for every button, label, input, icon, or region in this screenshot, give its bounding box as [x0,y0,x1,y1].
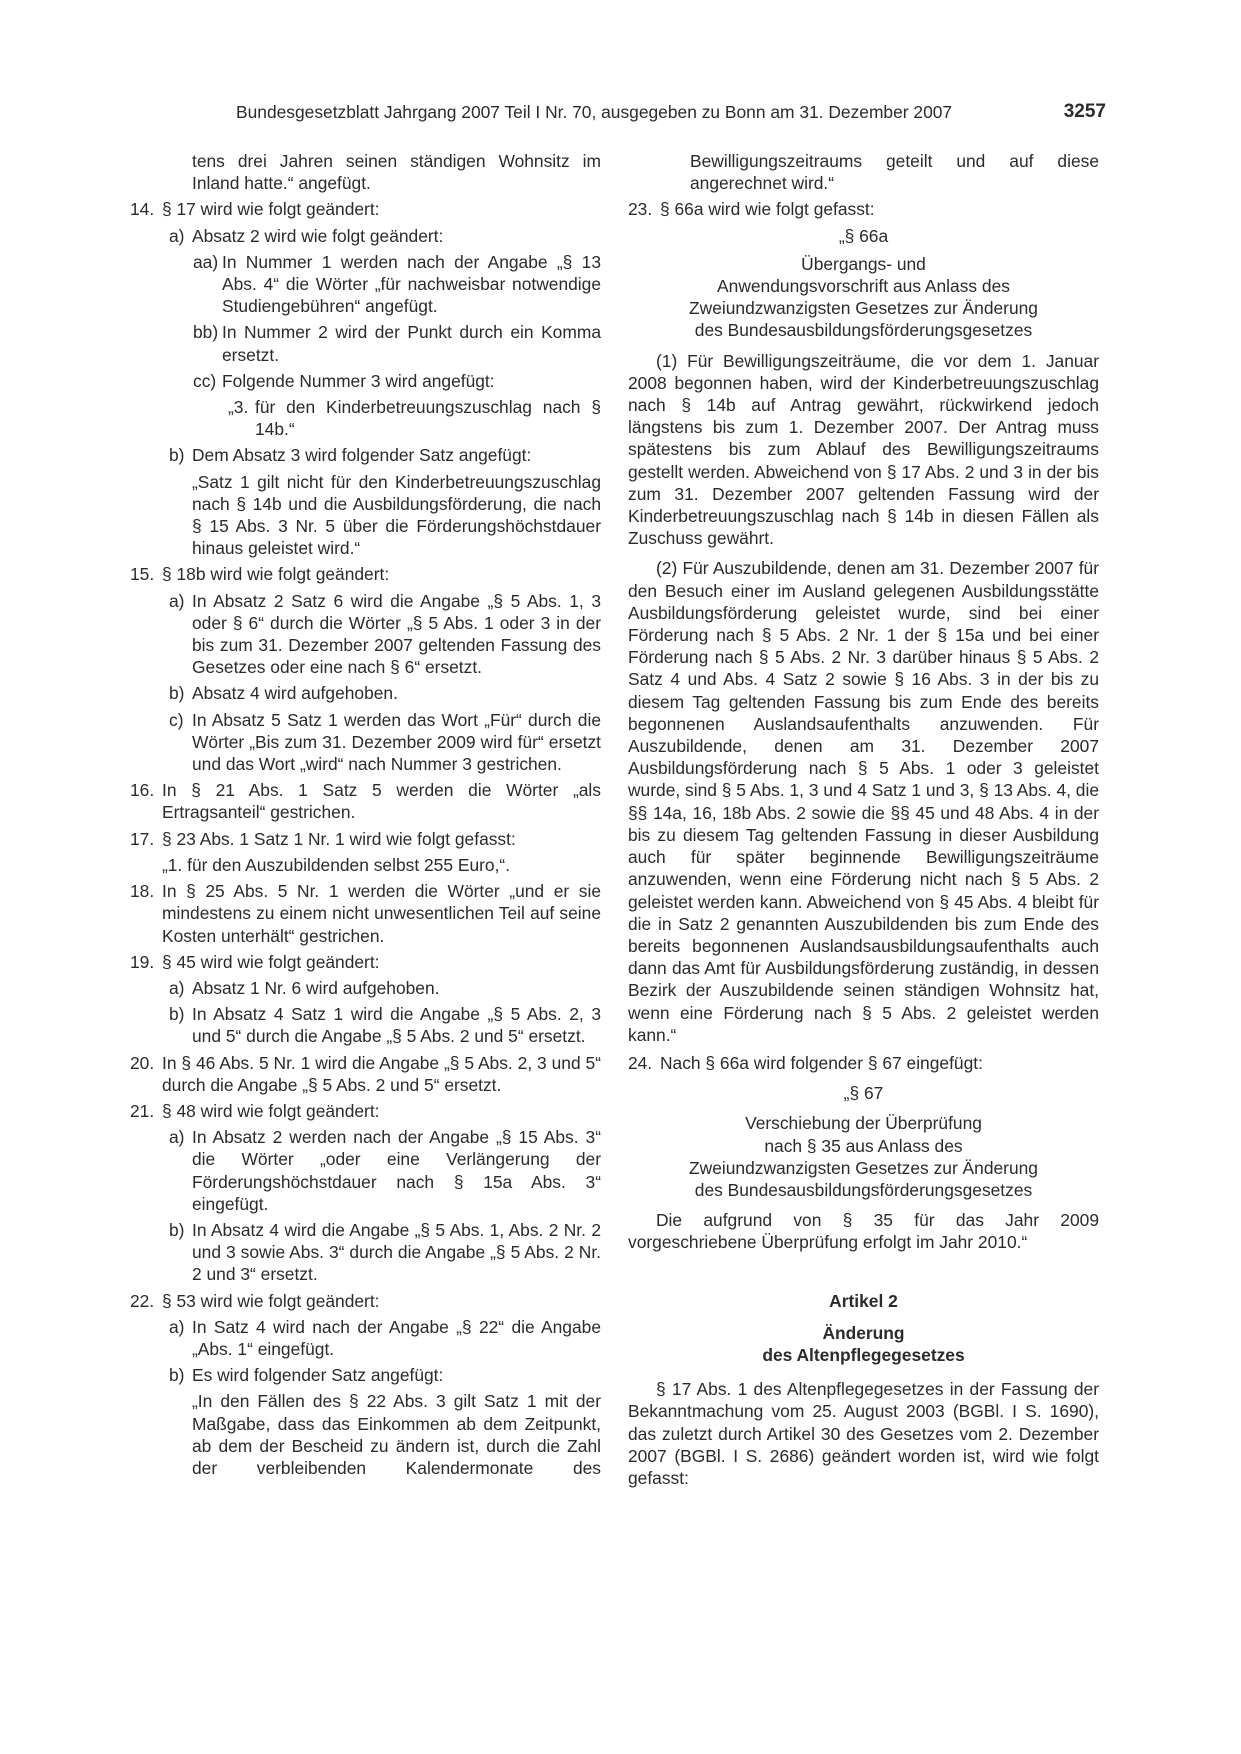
item-letter: aa) [193,251,219,272]
item-text: In Satz 4 wird nach der Angabe „§ 22“ die Angabe „Abs. 1“ eingefügt. [192,1316,601,1359]
list-item-19 [130,951,601,973]
list-item-24 [628,1052,1099,1074]
item-letter: c) [169,709,184,730]
paragraph-2: (2) Für Auszubildende, denen am 31. Dezember 2007 für den Besuch einer im Ausland gelegenen Ausbildungsstätte Ausbildungsförderung geleistet wurde, sind bei einer Förderung nach § 5 Abs. 2 Nr. 1 der § 15a und bei einer Förderung nach § 5 Abs. 2 Nr. 3 darüber hinaus § 5 Abs. 2 Satz 4 und Abs. 4 Satz 2 sowie § 16 Abs. 3 in der bis zu diesem Tag geltenden Fassung bis zum Ende des bereits begonnenen Auslandsaufenthalts anzuwenden. Für Auszubildende, denen am 31. Dezember 2007 Ausbildungsförderung nach § 5 Abs. 1 oder 3 geleistet wurde, sind § 5 Abs. 1, 3 und 4 Satz 1 und 3, § 13 Abs. 4, die §§ 14a, 16, 18b Abs. 2 sowie die §§ 45 und 48 Abs. 4 in der bis zu diesem Tag geltenden Fassung in dieser Ausbildung auch für später beginnende Bewilligungszeiträume anzuwenden, wenn eine Förderung nicht nach § 5 Abs. 2 geleistet werden kann. Abweichend von § 45 Abs. 4 bleibt für die in Satz 2 genannten Auszubildenden bis zum Ende des bereits begonnenen Auslandsausbildungsaufenthalts auch dann das Amt für Ausbildungsförderung zuständig, in dessen Bezirk der Auszubildende seinen ständigen Wohnsitz hat, wenn eine Förderung nach § 5 Abs. 2 geleistet werden kann.“ [628,558,1099,1045]
item-text: In Absatz 4 Satz 1 wird die Angabe „§ 5 Abs. 2, 3 und 5“ durch die Angabe „§ 5 Abs. 2 und 5“ ersetzt. [192,1004,601,1047]
section-label: „§ 67 [843,1083,884,1104]
item-number: 16. [130,780,155,801]
list-item-22 [130,1290,601,1312]
left-column [130,150,601,1479]
quoted-sentence: „In den Fällen des § 22 Abs. 3 gilt Satz 1 mit der Maßgabe, dass das Einkommen ab dem Zeitpunkt, ab dem der Bescheid zu ändern ist, durch die Zahl der verbleibenden Kalendermonate des [192,1391,601,1478]
list-item-14 [130,198,601,220]
item-text: In Absatz 2 Satz 6 wird die Angabe „§ 5 Abs. 1, 3 oder § 6“ durch die Wörter „§ 5 Abs. 1 oder 3 in der bis zum 31. Dezember 2007 geltenden Fassung des Gesetzes oder eine nach § 6“ ersetzt. [192,590,601,678]
item-number: 14. [130,199,155,220]
item-number: 15. [130,564,155,585]
item-letter: a) [169,1316,185,1337]
list-item-23 [628,198,1099,220]
right-column [628,150,1099,1489]
list-item-21b [169,1219,601,1286]
item-number: 22. [130,1290,155,1311]
list-item-19a [169,977,601,999]
list-item-14b [169,444,601,466]
section-heading-line: Zweiundzwanzigsten Gesetzes zur Änderung [689,298,1038,319]
item-number: 21. [130,1100,155,1121]
section-heading-line: des Bundesausbildungsförderungsgesetzes [694,1179,1033,1200]
paragraph-1: (1) Für Bewilligungszeiträume, die vor dem 1. Januar 2008 begonnen haben, wird der Kinderbetreuungszuschlag nach § 14b auf Antrag gewährt, rückwirkend jedoch längstens bis zum 1. Dezember 2007. Der Antrag muss spätestens bis zum Ablauf des Bewilligungszeitraums gestellt werden. Abweichend von § 17 Abs. 2 und 3 in der bis zum 31. Dezember 2007 geltenden Fassung wird der Kinderbetreuungszuschlag nach § 14b in diesen Fällen als Zuschuss gewährt. [628,350,1099,549]
item-number: 20. [130,1052,155,1073]
item-letter: b) [169,1004,185,1025]
section-heading-line: des Bundesausbildungsförderungsgesetzes [694,320,1033,341]
list-item-14a [169,225,601,247]
item-text: Dem Absatz 3 wird folgender Satz angefügt: [192,445,532,466]
item-text: Nach § 66a wird folgender § 67 eingefügt: [660,1052,983,1073]
item-text: In Nummer 1 werden nach der Angabe „§ 13 Abs. 4“ die Wörter „für nachweisbar notwendige Studiengebühren“ angefügt. [222,251,601,317]
item-text: § 18b wird wie folgt geändert: [162,564,390,585]
item-text: § 48 wird wie folgt geändert: [162,1100,380,1121]
list-item-22a [169,1316,601,1360]
list-item-15c [169,709,601,776]
continued-text: tens drei Jahren seinen ständigen Wohnsitz im Inland hatte.“ angefügt. [192,151,601,194]
section-label: „§ 66a [838,225,889,246]
page-number: 3257 [1063,101,1106,122]
item-text: In Nummer 2 wird der Punkt durch ein Komma ersetzt. [222,322,601,365]
list-item-15a [169,590,601,679]
list-item-19b [169,1003,601,1047]
item-text: Absatz 2 wird wie folgt geändert: [192,225,444,246]
list-item-18 [130,880,601,947]
item-text: In § 25 Abs. 5 Nr. 1 werden die Wörter „und er sie mindestens zu einem nicht unwesentlichen Teil auf seine Kosten unterhält“ gestrichen. [162,881,601,946]
item-text: § 45 wird wie folgt geändert: [162,951,380,972]
item-text: In Absatz 2 werden nach der Angabe „§ 15 Abs. 3“ die Wörter „oder eine Verlängerung der Förderungshöchstdauer nach § 15a Abs. 3“ eingefügt. [192,1127,601,1214]
section-heading-line: Zweiundzwanzigsten Gesetzes zur Änderung [689,1157,1038,1178]
item-number: 23. [628,199,653,220]
section-heading-line: Verschiebung der Überprüfung [745,1113,982,1134]
article-heading-line: des Altenpflegegesetzes [762,1344,965,1365]
item-text: für den Kinderbetreuungszuschlag nach § 14b.“ [255,397,601,440]
item-letter: a) [169,977,185,998]
list-item-14aa [193,251,601,318]
item-text: Absatz 4 wird aufgehoben. [192,683,398,704]
list-item-21a [169,1126,601,1215]
list-item-16 [130,779,601,823]
item-number: 19. [130,951,155,972]
item-text: In Absatz 4 wird die Angabe „§ 5 Abs. 1, Abs. 2 Nr. 2 und 3 sowie Abs. 3“ durch die Angabe „§ 5 Abs. 2 Nr. 2 und 3“ ersetzt. [192,1219,601,1285]
section-heading-line: Anwendungsvorschrift aus Anlass des [717,276,1010,297]
list-item-17 [130,828,601,850]
running-title: Bundesgesetzblatt Jahrgang 2007 Teil I Nr. 70, ausgegeben zu Bonn am 31. Dezember 2007 [236,102,953,122]
item-letter: cc) [193,370,217,391]
item-text: Absatz 1 Nr. 6 wird aufgehoben. [192,977,440,998]
item-text: § 66a wird wie folgt gefasst: [660,199,875,220]
list-item-15b [169,682,601,704]
article-label: Artikel 2 [829,1290,898,1311]
item-letter: a) [169,225,185,246]
item-text: In § 21 Abs. 1 Satz 5 werden die Wörter „als Ertragsanteil“ gestrichen. [162,780,601,823]
list-item-14bb [193,321,601,365]
list-item-20 [130,1052,601,1096]
item-text: In § 46 Abs. 5 Nr. 1 wird die Angabe „§ 5 Abs. 2, 3 und 5“ durch die Angabe „§ 5 Abs. 2 und 5“ ersetzt. [162,1052,601,1095]
paragraph: § 17 Abs. 1 des Altenpflegegesetzes in der Fassung der Bekanntmachung vom 25. August 2003 (BGBl. I S. 1690), das zuletzt durch Artikel 30 des Gesetzes vom 2. Dezember 2007 (BGBl. I S. 2686) geändert worden ist, wird wie folgt gefasst: [628,1379,1099,1488]
item-letter: bb) [193,322,219,343]
item-text: § 23 Abs. 1 Satz 1 Nr. 1 wird wie folgt gefasst: [162,828,516,849]
item-letter: b) [169,445,185,466]
article-heading [628,1322,1099,1366]
item-number: 24. [628,1052,653,1073]
paragraph: Die aufgrund von § 35 für das Jahr 2009 vorgeschriebene Überprüfung erfolgt im Jahr 2010.“ [628,1210,1099,1253]
item-text: Folgende Nummer 3 wird angefügt: [222,370,495,391]
list-item-21 [130,1100,601,1122]
section-heading [628,253,1099,342]
quoted-number-1: „1. für den Auszubildenden selbst 255 Euro,“. [162,854,511,875]
section-heading [628,1112,1099,1201]
page-header [236,100,1106,124]
item-number: 17. [130,828,155,849]
quoted-sentence: „Satz 1 gilt nicht für den Kinderbetreuungszuschlag nach § 14b und die Ausbildungsförderung, die nach § 15 Abs. 3 Nr. 5 über die Förderungshöchstdauer hinaus geleistet wird.“ [192,471,601,559]
continued-text: Bewilligungszeitraums geteilt und auf diese angerechnet wird.“ [690,151,1099,194]
item-letter: a) [169,1127,185,1148]
item-number: „3. [228,397,249,418]
item-letter: b) [169,1365,185,1386]
item-text: Es wird folgender Satz angefügt: [192,1365,444,1386]
list-item-15 [130,563,601,585]
list-item-22b [169,1364,601,1386]
item-text: In Absatz 5 Satz 1 werden das Wort „Für“ durch die Wörter „Bis zum 31. Dezember 2009 wird für“ ersetzt und das Wort „wird“ nach Nummer 3 gestrichen. [192,709,601,775]
section-heading-line: nach § 35 aus Anlass des [764,1135,963,1156]
article-heading-line: Änderung [822,1322,905,1343]
item-letter: b) [169,1219,185,1240]
item-letter: a) [169,590,185,611]
section-heading-line: Übergangs- und [801,253,926,274]
item-text: § 17 wird wie folgt geändert: [162,199,380,220]
item-letter: b) [169,683,185,704]
list-item-14cc [193,370,601,392]
quoted-number-3 [228,396,601,440]
item-number: 18. [130,881,155,902]
item-text: § 53 wird wie folgt geändert: [162,1290,380,1311]
